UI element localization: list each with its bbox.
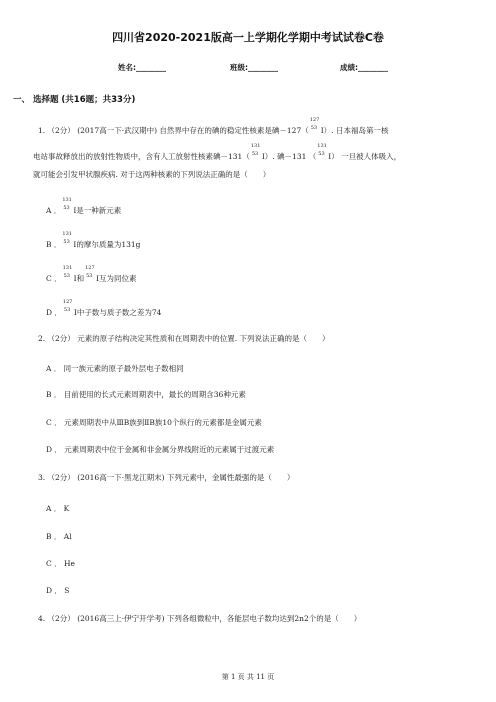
question-3-option-b: B ． Al	[46, 532, 72, 541]
document-title: 四川省2020-2021版高一上学期化学期中考试试卷C卷	[112, 31, 384, 44]
question-2-option-d: D ． 元素周期表中位于金属和非金属分界线附近的元素属于过渡元素	[46, 445, 275, 454]
question-1-option-d: D ． 127 53 I中子数与质子数之差为74	[46, 299, 162, 317]
question-1-line-2: 电站事故释放出的放射性物质中，含有人工放射性核素碘－131（ 131 53 I）. 碘－131 （ 131 53 I） 一旦被人体吸入，	[33, 143, 402, 161]
nuclide-i127: 127 53	[309, 117, 320, 131]
question-1-line-3: 就可能会引发甲状腺疾病. 对于这两种核素的下列说法正确的是（ ）	[33, 170, 271, 179]
nuclide-i131: 131 53	[62, 231, 72, 245]
score-field-label: 成绩:________	[340, 63, 388, 72]
page-footer: 第 1 页 共 11 页	[221, 673, 275, 681]
question-3-option-c: C ． He	[46, 559, 75, 568]
question-2-stem: 2. （2分） 元素的原子结构决定其性质和在周期表中的位置. 下列说法正确的是（ ）	[38, 334, 330, 343]
nuclide-i131: 131 53	[317, 143, 327, 157]
nuclide-i131: 131 53	[62, 197, 72, 211]
question-1-option-b: B ． 131 53 I的摩尔质量为131g	[46, 231, 141, 249]
name-field-label: 姓名:________	[118, 63, 166, 72]
question-1-option-a: A ． 131 53 I是一种新元素	[46, 197, 122, 215]
nuclide-i131: 131 53	[250, 143, 261, 157]
question-3-option-a: A ． K	[46, 504, 70, 513]
question-2-option-a: A ． 同一族元素的原子最外层电子数相同	[46, 364, 184, 373]
question-1-line-1: 1. （2分） (2017高一下·武汉期中) 自然界中存在的碘的稳定性核素是碘－127（ 127 53 I）. 日本福岛第一核	[38, 117, 389, 135]
question-4-stem: 4. （2分） (2016高三上·伊宁开学考) 下列各组微粒中，各能层电子数均达到2n2个的是（ ）	[38, 614, 362, 623]
question-1-option-c: C ． 131 53 I和 127 53 I互为同位素	[46, 265, 137, 283]
section-heading: 一、 选择题 (共16题；共33分)	[13, 95, 136, 105]
nuclide-i127: 127 53	[85, 265, 95, 279]
nuclide-i131: 131 53	[62, 265, 73, 279]
question-2-option-c: C ． 元素周期表中从ⅢB族到ⅡB族10个纵行的元素都是金属元素	[46, 418, 262, 427]
question-3-option-d: D ． S	[46, 586, 70, 595]
class-field-label: 班级:________	[230, 63, 278, 72]
question-2-option-b: B ． 目前使用的长式元素周期表中，最长的周期含36种元素	[46, 390, 246, 399]
nuclide-i127: 127 53	[62, 299, 73, 313]
question-3-stem: 3. （2分） (2016高一下·黑龙江期末) 下列元素中，金属性最强的是（ ）	[38, 473, 295, 482]
student-info-row	[0, 62, 496, 74]
